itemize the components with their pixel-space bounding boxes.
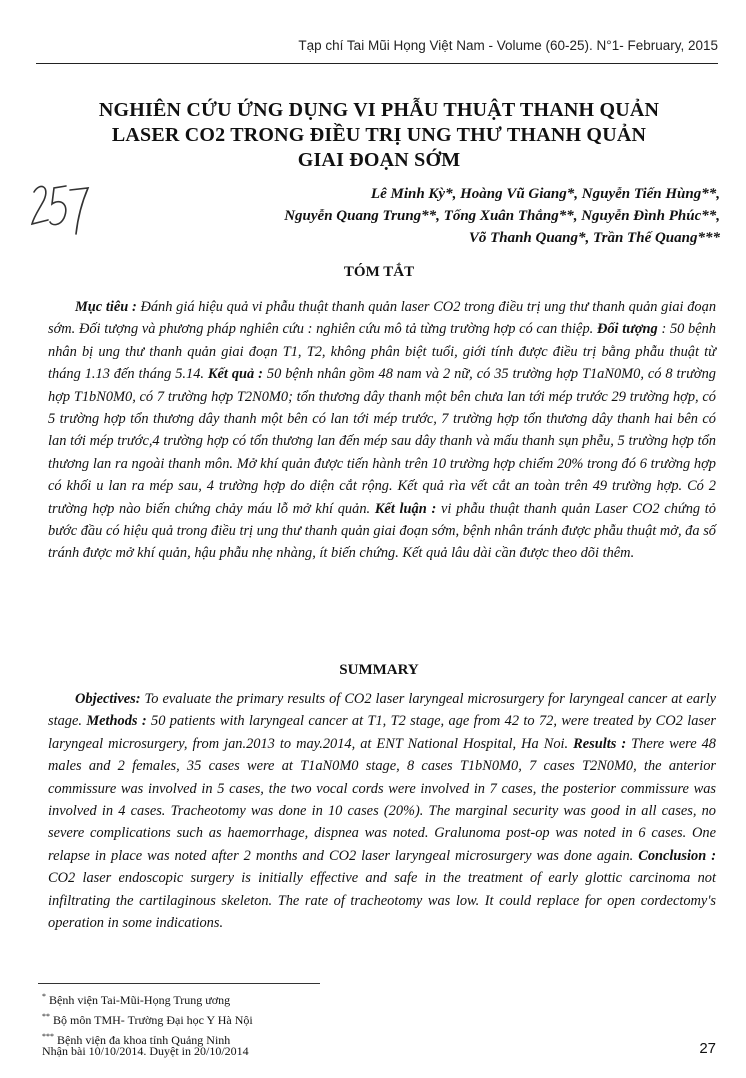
author-line-2: Nguyễn Quang Trung**, Tống Xuân Thắng**, Nguyễn Đình Phúc**, xyxy=(284,208,720,224)
paper-title xyxy=(40,98,718,173)
author-line-3: Võ Thanh Quang*, Trần Thế Quang*** xyxy=(468,230,720,246)
handwritten-page-note xyxy=(28,178,92,238)
title-line-3: GIAI ĐOẠN SỚM xyxy=(297,149,461,171)
subjects-label-vi: Đối tượng xyxy=(596,321,658,338)
objective-label-vi: Mục tiêu : xyxy=(75,299,137,315)
footnote-affiliation-1 xyxy=(42,989,442,1009)
objectives-text-en: To evaluate the primary results of CO2 laser laryngeal microsurgery for laryngeal cancer at early stage. xyxy=(48,691,716,730)
footnote-text: Bệnh viện Tai-Mũi-Họng Trung ương xyxy=(49,993,231,1007)
footnote-rule xyxy=(38,983,320,984)
conclusion-label-vi: Kết luận : xyxy=(374,500,437,517)
results-label-vi: Kết quả : xyxy=(207,366,263,383)
footnote-mark: ** xyxy=(42,1011,50,1021)
conclusion-text-vi: vi phẫu thuật thanh quản Laser CO2 chứng tỏ bước đầu có hiệu quả trong điều trị ung thư thanh quản giai đoạn sớm, bệnh nhân tránh được phẫu thuật mở, đa số tránh được mở khí quản, hậu phẫu nhẹ nhàng, ít biến chứng. Kết quả lâu dài cần được theo dõi thêm. xyxy=(48,500,716,562)
footnote-affiliation-2 xyxy=(42,1009,442,1029)
title-line-1: NGHIÊN CỨU ỨNG DỤNG VI PHẪU THUẬT THANH QUẢN xyxy=(98,99,660,121)
results-text-en: There were 48 males and 2 females, 35 cases were at T1aN0M0 stage, 8 cases T1bN0M0, 7 cases T2N0M0, the anterior commissure was involved in 5 cases, the two vocal cords were involved in 7 cases, the posterior commissure was involved in 4 cases. Tracheotomy was done in 10 cases (20%). The marginal security was good in all cases, no severe complications such as haemorrhage, dispnea was noted. Gralunoma post-op was noted in 6 cases. One relapse in place was noted after 2 months and CO2 laser laryngeal microsurgery was done again. xyxy=(48,735,716,864)
results-label-en: Results : xyxy=(573,735,627,752)
results-text-vi: 50 bệnh nhân gồm 48 nam và 2 nữ, có 35 trường hợp T1aN0M0, có 8 trường hợp T1bN0M0, có 7 trường hợp T2N0M0; tổn thương dây thanh một bên chưa lan tới mép trước 29 trường hợp, có 5 trường hợp tổn thương dây thanh một bên có lan tới mép trước, 7 trường hợp tổn thương dây thanh hai bên có lan tới mép trước,4 trường hợp có tổn thương lan đến mép sau dây thanh và mấu thanh sụn phễu, 5 trường hợp tổn thương lan ra ngoài thanh môn. Mở khí quản được tiến hành trên 10 trường hợp chiếm 20% trong đó 6 trường hợp có khối u lan ra mép sau, 4 trường hợp do diện cắt rộng. Kết quả rìa vết cắt an toàn trên 49 trường hợp. Có 2 trường hợp nào biến chứng chảy máu lỗ mở khí quản. xyxy=(48,366,716,517)
objectives-label-en: Objectives: xyxy=(75,691,141,707)
summary-body xyxy=(48,688,716,934)
footnotes xyxy=(42,989,442,1048)
footnote-mark: *** xyxy=(42,1031,54,1041)
footnote-text: Bệnh viện đa khoa tỉnh Quảng Ninh xyxy=(57,1032,231,1047)
author-list xyxy=(190,183,720,249)
journal-header: Tạp chí Tai Mũi Họng Việt Nam - Volume (60-25). N°1- February, 2015 xyxy=(298,38,718,53)
abstract-vi-heading: TÓM TẮT xyxy=(343,264,415,280)
title-line-2: LASER CO2 TRONG ĐIỀU TRỊ UNG THƯ THANH QUẢN xyxy=(111,124,647,146)
author-line-1: Lê Minh Kỳ*, Hoàng Vũ Giang*, Nguyễn Tiến Hùng**, xyxy=(370,186,720,202)
footnote-text: Bộ môn TMH- Trường Đại học Y Hà Nội xyxy=(53,1012,253,1027)
summary-heading: SUMMARY xyxy=(339,662,419,678)
abstract-vi-body xyxy=(48,296,716,565)
subjects-text-vi: : 50 bệnh nhân bị ung thư thanh quản giai đoạn T1, T2, không phân biệt tuổi, giới tính được điều trị bằng phẫu thuật từ tháng 1.13 đến tháng 5.14. xyxy=(48,321,716,383)
header-rule xyxy=(36,63,718,64)
objective-text-vi: Đánh giá hiệu quả vi phẫu thuật thanh quản laser CO2 trong điều trị ung thư thanh quản giai đoạn sớm. Đối tượng và phương pháp nghiên cứu : nghiên cứu mô tả từng trường hợp có can thiệp. xyxy=(48,299,717,338)
conclusion-text-en: CO2 laser endoscopic surgery is initially effective and safe in the treatment of early glottic carcinoma not infiltrating the cartilaginous skeleton. The rate of tracheotomy was low. It could replace for open cordectomy's operation in some indications. xyxy=(48,870,716,932)
conclusion-label-en: Conclusion : xyxy=(638,847,716,864)
page-number: 27 xyxy=(699,1040,716,1057)
methods-text-en: 50 patients with laryngeal cancer at T1, T2 stage, age from 42 to 72, were treated by CO2 laser laryngeal microsurgery, from jan.2013 to may.2014, at ENT National Hospital, Ha Noi. xyxy=(48,713,716,752)
footnote-mark: * xyxy=(42,992,46,1001)
received-date: Nhận bài 10/10/2014. Duyệt in 20/10/2014 xyxy=(42,1044,249,1058)
methods-label-en: Methods : xyxy=(86,713,147,730)
